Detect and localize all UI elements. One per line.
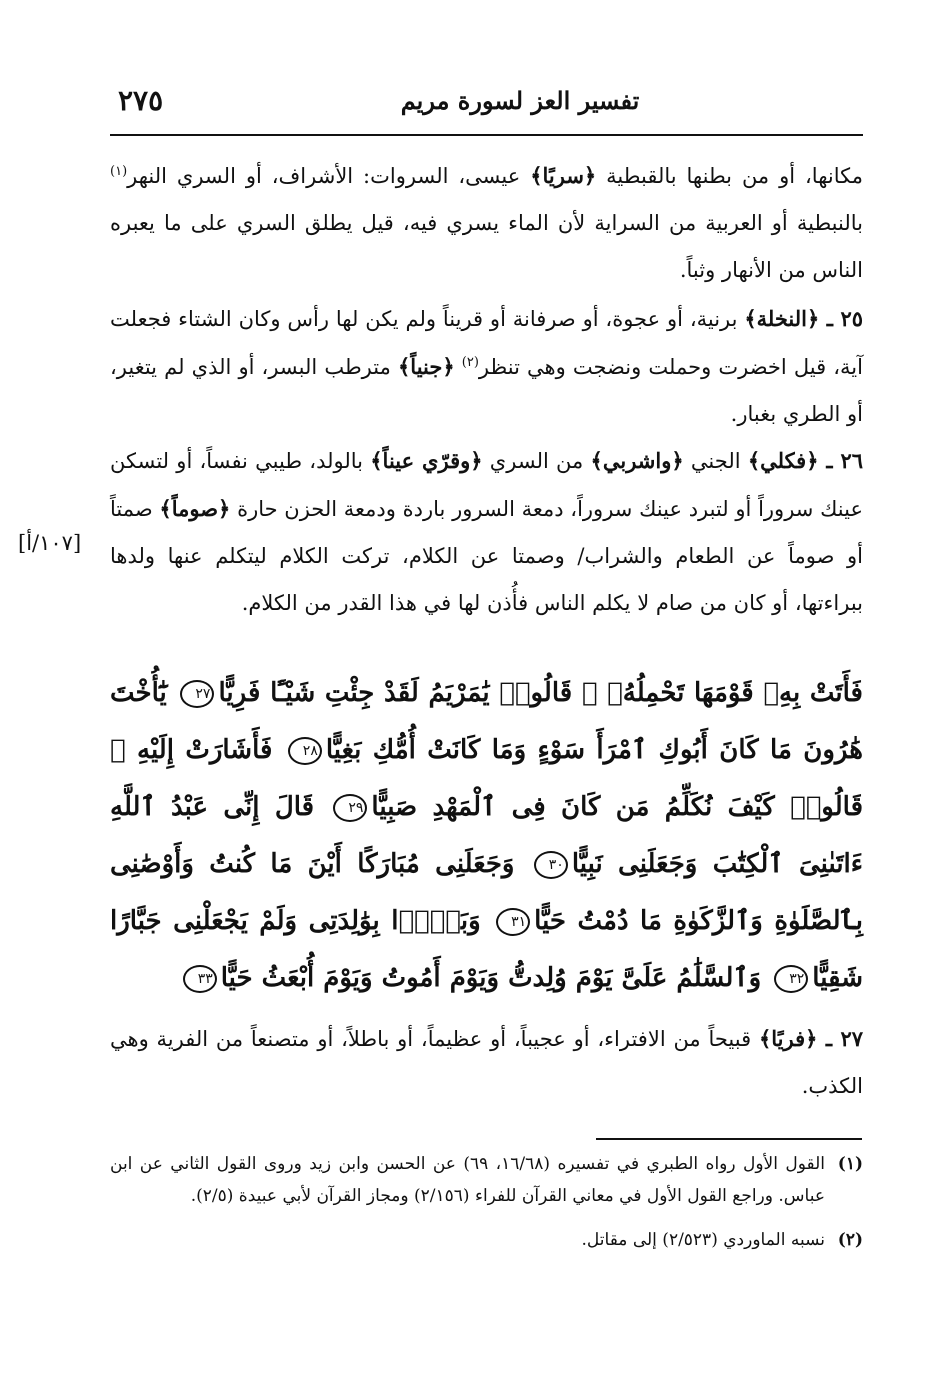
footnote-text: القول الأول رواه الطبري في تفسيره (١٦/٦٨، ٦٩) عن الحسن وابن زيد وروى القول الثاني عن ابن عباس. وراجع القول الأول في معاني القرآن للفراء (٢/١٥٦) ومجاز القرآن لأبي عبيدة (٢/٥). [110, 1154, 826, 1206]
footnote-number: (١) [837, 1154, 863, 1174]
verse-number: ٢٦ ـ [818, 448, 864, 473]
footnote-ref-1[interactable]: (١) [110, 164, 128, 179]
footnotes [110, 1148, 863, 1268]
footnote-text: نسبه الماوردي (٢/٥٢٣) إلى مقاتل. [581, 1230, 825, 1250]
text: قبيحاً من الافتراء، أو عجيباً، أو عظيماً، أو باطلاً، أو متصنعاً من الفرية وهي الكذب. [110, 1027, 863, 1098]
footnote-2 [110, 1224, 863, 1256]
paragraph-27 [110, 1015, 863, 1110]
footnote-rule [596, 1138, 862, 1140]
paragraph-25 [110, 295, 863, 438]
verse-end-marker: ٣١ [496, 908, 530, 936]
text: من السري [482, 449, 591, 473]
verse-33: وَٱلسَّلَٰمُ عَلَىَّ يَوْمَ وُلِدتُّ وَيَوْمَ أَمُوتُ وَيَوْمَ أُبْعَثُ حَيًّا [220, 963, 762, 993]
verse-end-marker: ٢٩ [333, 794, 367, 822]
footnote-1 [110, 1148, 863, 1212]
verse-30: قَالَ إِنِّى عَبْدُ ٱللَّهِ ءَاتَىٰنِىَ ٱلْكِتَٰبَ وَجَعَلَنِى نَبِيًّا [110, 792, 863, 879]
text: برنية، أو عجوة، أو صرفانة أو قريناً ولم يكن لها رأس وكان الشتاء فجعلت آية، قيل اخضرت وحملت ونضجت وهي تنظر [110, 307, 863, 379]
text: بالنبطية أو العربية من السراية لأن الماء يسري فيه، قيل يطلق السري على ما يعبره الناس من الأنهار وثباً. [110, 211, 863, 282]
text: عيسى، السروات: الأشراف، أو السري النهر [127, 164, 531, 188]
quran-verses [110, 665, 863, 1007]
footnote-ref-2[interactable]: (٢) [461, 355, 479, 370]
footnote-number: (٢) [837, 1230, 863, 1250]
text [455, 355, 462, 379]
text: مترطب البسر، أو الذي لم يتغير، أو الطري بغبار. [110, 355, 863, 426]
verse-end-marker: ٣٠ [534, 851, 568, 879]
quran-term: ﴿وقرّي عيناً﴾ [370, 448, 483, 473]
quran-term: ﴿جنياً﴾ [397, 354, 455, 379]
verse-27: فَأَتَتْ بِهِۦ قَوْمَهَا تَحْمِلُهُۥ ۖ قَالُوا۟ يَٰمَرْيَمُ لَقَدْ جِئْتِ شَيْـًٔا فَرِيًّا [218, 678, 863, 708]
verse-end-marker: ٢٧ [180, 680, 214, 708]
quran-term: ﴿فريًا﴾ [758, 1026, 818, 1051]
paragraph-26 [110, 437, 863, 627]
verse-29: فَأَشَارَتْ إِلَيْهِ ۖ قَالُوا۟ كَيْفَ نُكَلِّمُ مَن كَانَ فِى ٱلْمَهْدِ صَبِيًّا [110, 735, 863, 822]
folio-marker: [١٠٧/أ] [18, 531, 82, 555]
quran-term: ﴿واشربي﴾ [590, 448, 684, 473]
text: صمتاً أو صوماً عن الطعام والشراب/ وصمتا عن الكلام، تركت الكلام ليتكلم عنها ولدها ببراءتها، أو كان من صام لا يكلم الناس فأُذن لها في هذا القدر من الكلام. [110, 497, 863, 615]
verse-end-marker: ٢٨ [288, 737, 322, 765]
verse-32: وَبَرًّۢا بِوَٰلِدَتِى وَلَمْ يَجْعَلْنِى جَبَّارًا شَقِيًّا [110, 906, 863, 993]
header-rule [110, 134, 863, 136]
quran-term: ﴿فكلي﴾ [747, 448, 819, 473]
page-number: ٢٧٥ [118, 84, 164, 117]
text: الجني [683, 449, 748, 473]
verse-31: وَجَعَلَنِى مُبَارَكًا أَيْنَ مَا كُنتُ وَأَوْصَٰنِى بِٱلصَّلَوٰةِ وَٱلزَّكَوٰةِ مَا دُمْتُ حَيًّا [110, 849, 863, 936]
verse-end-marker: ٣٢ [774, 965, 808, 993]
quran-term: ﴿سريًا﴾ [530, 163, 597, 188]
quran-term: ﴿النخلة﴾ [744, 306, 820, 331]
running-title: تفسير العز لسورة مريم [400, 86, 640, 115]
verse-end-marker: ٣٣ [183, 965, 217, 993]
paragraph-1 [110, 152, 863, 294]
text: مكانها، أو من بطنها بالقبطية [596, 164, 863, 188]
text: بالولد، طيبي نفساً، أو لتسكن عينك سروراً أو لتبرد عينك سروراً، دمعة السرور باردة ودمعة الحزن حارة [110, 449, 863, 521]
verse-number: ٢٥ ـ [819, 306, 863, 331]
verse-number: ٢٧ ـ [817, 1026, 863, 1051]
verse-28: يَٰٓأُخْتَ هَٰرُونَ مَا كَانَ أَبُوكِ ٱمْرَأَ سَوْءٍ وَمَا كَانَتْ أُمُّكِ بَغِيًّا [110, 678, 863, 765]
quran-term: ﴿صوماً﴾ [159, 496, 231, 521]
